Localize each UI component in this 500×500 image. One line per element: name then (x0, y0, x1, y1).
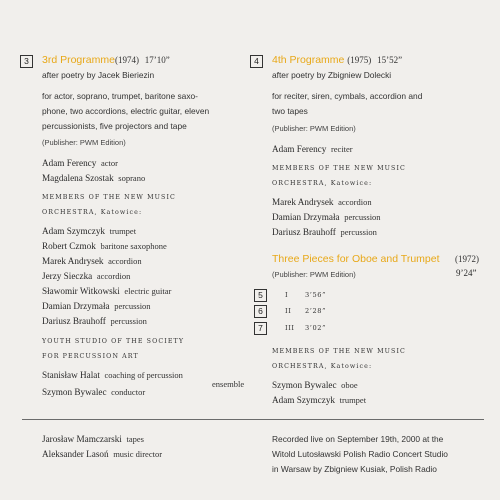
ensemble2-row (272, 395, 366, 405)
performer-name: Damian Drzymała (42, 301, 110, 311)
performer-name: Dariusz Brauhoff (272, 227, 336, 237)
performer-name: Marek Andrysek (42, 256, 104, 266)
performer-role: reciter (330, 144, 353, 154)
track3-publisher: (Publisher: PWM Edition) (42, 138, 126, 147)
part-numeral: III (285, 324, 295, 332)
performer-name: Adam Ferency (272, 144, 327, 154)
track4-duration: 15’52” (377, 55, 403, 65)
performer-role: baritone saxophone (100, 241, 167, 251)
performer-name: Magdalena Szostak (42, 173, 114, 183)
footer-divider (22, 419, 484, 420)
performer-name: Sławomir Witkowski (42, 286, 120, 296)
ensemble-row (42, 286, 171, 296)
performer-role: accordion (338, 197, 372, 207)
track-number-6: 6 (254, 305, 267, 318)
performer-role: percussion (344, 212, 381, 222)
part-duration: 3’02” (305, 324, 327, 332)
studio-row (42, 370, 183, 380)
performer-role: trumpet (339, 395, 367, 405)
track4-publisher: (Publisher: PWM Edition) (272, 124, 356, 133)
ensemble2-heading-1: MEMBERS OF THE NEW MUSIC (272, 348, 406, 355)
performer-name: Adam Ferency (42, 158, 97, 168)
credit-name: Jarosław Mamczarski (42, 434, 122, 444)
soloist-row (42, 158, 118, 168)
performer-role: trumpet (109, 226, 137, 236)
pieces-duration: 9’24” (456, 268, 477, 278)
ensemble-heading-2: ORCHESTRA, Katowice: (272, 180, 373, 187)
recording-note-3: in Warsaw by Zbigniew Kusiak, Polish Radio (272, 464, 437, 474)
performer-name: Adam Szymczyk (272, 395, 336, 405)
performer-role: oboe (341, 380, 358, 390)
ensemble-row (42, 226, 136, 236)
performer-name: Damian Drzymała (272, 212, 340, 222)
track-number-3: 3 (20, 55, 33, 68)
track-number-5: 5 (254, 289, 267, 302)
performer-role: accordion (108, 256, 142, 266)
track3-desc-2: phone, two accordions, electric guitar, eleven (42, 106, 210, 116)
pieces-title: Three Pieces for Oboe and Trumpet (272, 253, 440, 265)
credit-role: tapes (126, 434, 144, 444)
performer-role: soprano (118, 173, 146, 183)
performer-role: percussion (340, 227, 377, 237)
credit-name: Aleksander Lasoń (42, 449, 109, 459)
track3-year: (1974) (114, 55, 139, 65)
ensemble-heading-2: ORCHESTRA, Katowice: (42, 209, 143, 216)
performer-name: Szymon Bywalec (272, 380, 337, 390)
ensemble2-row (272, 380, 358, 390)
performer-role: percussion (110, 316, 147, 326)
performer-name: Robert Czmok (42, 241, 96, 251)
recording-note-1: Recorded live on September 19th, 2000 at the (272, 434, 444, 444)
performer-role-continued: ensemble (212, 379, 245, 389)
ensemble-row (272, 212, 381, 222)
track3-desc-3: percussionists, five projectors and tape (42, 121, 187, 131)
recording-note-2: Witold Lutosławski Polish Radio Concert Studio (272, 449, 448, 459)
studio-heading-1: YOUTH STUDIO OF THE SOCIETY (42, 338, 185, 345)
track-number-7: 7 (254, 322, 267, 335)
performer-name: Dariusz Brauhoff (42, 316, 106, 326)
performer-role: accordion (96, 271, 131, 281)
part-numeral: I (285, 291, 289, 299)
track3-title: 3rd Programme (42, 54, 115, 66)
performer-name: Stanisław Halat (42, 370, 100, 380)
ensemble-heading-1: MEMBERS OF THE NEW MUSIC (272, 165, 406, 172)
studio-heading-2: FOR PERCUSSION ART (42, 353, 139, 360)
ensemble-row (42, 301, 151, 311)
credit-row (42, 434, 144, 444)
pieces-publisher: (Publisher: PWM Edition) (272, 270, 356, 279)
track3-after: after poetry by Jacek Bieriezin (42, 70, 155, 80)
ensemble-row (42, 241, 167, 251)
track4-desc-2: two tapes (272, 106, 308, 116)
part-duration: 2’28” (305, 307, 327, 315)
pieces-title-line (272, 253, 440, 265)
ensemble-row (272, 227, 377, 237)
track3-desc-1: for actor, soprano, trumpet, baritone saxo- (42, 91, 198, 101)
track3-title-line (42, 54, 170, 66)
ensemble-row (42, 316, 147, 326)
track-number-4: 4 (250, 55, 263, 68)
ensemble-row (42, 256, 142, 266)
credit-role: music director (113, 449, 163, 459)
performer-name: Adam Szymczyk (42, 226, 106, 236)
studio-row (42, 387, 145, 397)
ensemble-row (42, 271, 130, 281)
soloist-row (42, 173, 145, 183)
performer-name: Marek Andrysek (272, 197, 334, 207)
reciter-row (272, 144, 353, 154)
part-numeral: II (285, 307, 292, 315)
performer-role: electric guitar (124, 286, 172, 296)
ensemble-row (272, 197, 372, 207)
track4-title: 4th Programme (272, 54, 345, 66)
track4-after: after poetry by Zbigniew Dolecki (272, 70, 392, 80)
performer-name: Jerzy Sieczka (42, 271, 93, 281)
ensemble-heading-1: MEMBERS OF THE NEW MUSIC (42, 194, 176, 201)
pieces-year: (1972) (455, 254, 479, 264)
track4-desc-1: for reciter, siren, cymbals, accordion and (272, 91, 423, 101)
credit-row (42, 449, 162, 459)
ensemble2-heading-2: ORCHESTRA, Katowice: (272, 363, 373, 370)
pieces-year-wrap (455, 253, 479, 265)
track4-title-line (272, 54, 402, 66)
performer-role: actor (100, 158, 118, 168)
performer-role: conductor (111, 387, 146, 397)
performer-role: percussion (114, 301, 151, 311)
track4-year: (1975) (347, 55, 372, 65)
part-duration: 3’56” (305, 291, 327, 299)
performer-name: Szymon Bywalec (42, 387, 107, 397)
performer-role: coaching of percussion (104, 370, 183, 380)
track3-duration: 17’10” (144, 55, 170, 65)
